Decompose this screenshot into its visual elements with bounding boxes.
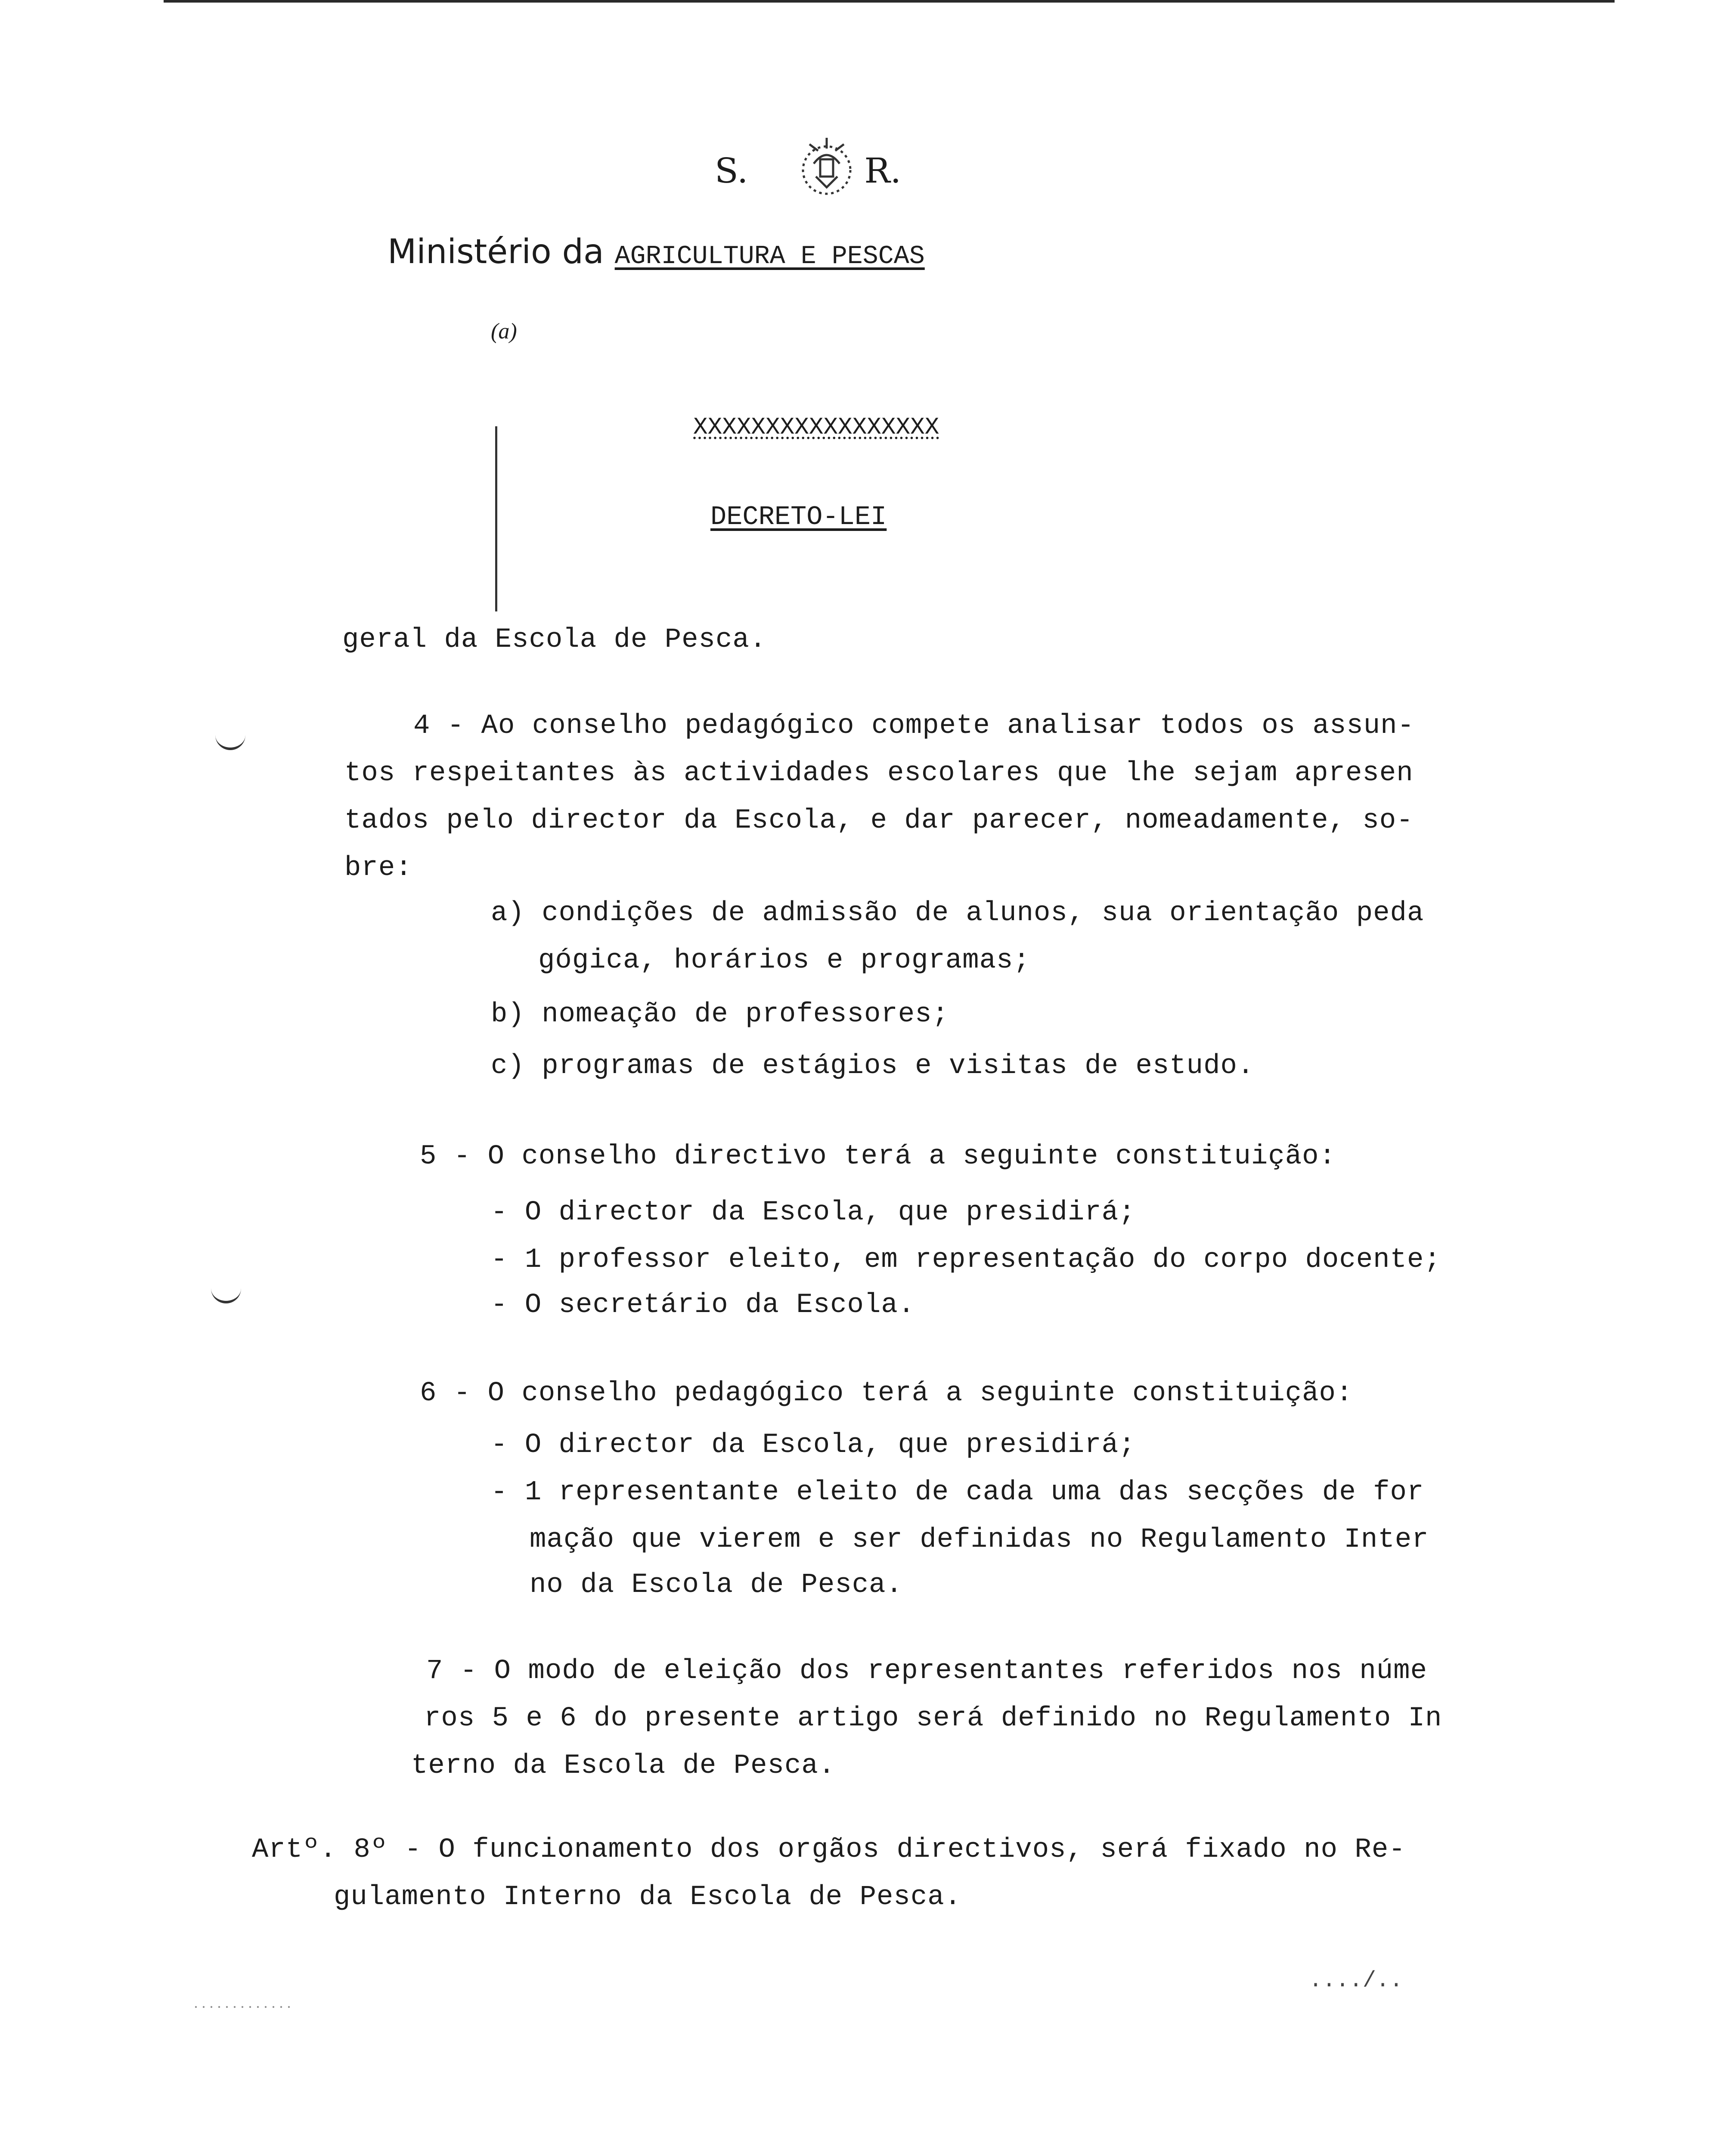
article-line: gulamento Interno da Escola de Pesca. <box>334 1882 962 1913</box>
text-line: 7 - O modo de eleição dos representantes referidos nos núme <box>426 1656 1427 1687</box>
ministry-name: AGRICULTURA E PESCAS <box>614 242 925 271</box>
scan-top-edge <box>164 0 1615 3</box>
redacted-line: XXXXXXXXXXXXXXXXX <box>693 413 939 441</box>
header-right-letter: R. <box>864 151 902 191</box>
text-line: b) nomeação de professores; <box>491 999 949 1030</box>
header-left-letter: S. <box>715 151 748 191</box>
footer-imprint-mark: · · · · · · · · · · · · · <box>194 1998 291 2016</box>
text-line: - 1 professor eleito, em representação do corpo docente; <box>491 1244 1441 1275</box>
text-line: bre: <box>344 853 412 884</box>
margin-vertical-rule <box>495 426 497 611</box>
text-line: - O director da Escola, que presidirá; <box>491 1430 1136 1461</box>
text-line: - 1 representante eleito de cada uma das secções de for <box>491 1477 1424 1508</box>
ministry-title <box>388 233 925 271</box>
text-line: c) programas de estágios e visitas de estudo. <box>491 1051 1255 1082</box>
text-line: tos respeitantes às actividades escolares que lhe sejam apresen <box>344 758 1414 789</box>
text-line: 6 - O conselho pedagógico terá a seguinte constituição: <box>420 1378 1353 1409</box>
text-line: terno da Escola de Pesca. <box>411 1750 836 1781</box>
text-line: - O director da Escola, que presidirá; <box>491 1197 1136 1228</box>
text-line: geral da Escola de Pesca. <box>342 624 767 655</box>
text-line: 4 - Ao conselho pedagógico compete analisar todos os assun- <box>413 710 1414 741</box>
margin-mark: (a) <box>491 319 517 344</box>
scan-smudge <box>215 732 245 750</box>
ministry-prefix: Ministério da <box>388 233 604 271</box>
article-line: Artº. 8º - O funcionamento dos orgãos directivos, será fixado no Re- <box>252 1834 1406 1865</box>
text-line: no da Escola de Pesca. <box>530 1570 903 1601</box>
text-line: mação que vierem e ser definidas no Regulamento Inter <box>530 1524 1429 1555</box>
text-line: 5 - O conselho directivo terá a seguinte constituição: <box>420 1141 1336 1172</box>
text-line: ros 5 e 6 do presente artigo será definido no Regulamento In <box>424 1703 1442 1734</box>
text-line: a) condições de admissão de alunos, sua orientação peda <box>491 898 1424 929</box>
document-type: DECRETO-LEI <box>710 502 887 532</box>
text-line: - O secretário da Escola. <box>491 1290 915 1321</box>
text-line: tados pelo director da Escola, e dar parecer, nomeadamente, so- <box>344 805 1414 836</box>
scan-smudge <box>211 1285 241 1303</box>
coat-of-arms-icon <box>784 129 870 207</box>
page-continuation-mark: ..../.. <box>1309 1968 1403 1993</box>
text-line: gógica, horários e programas; <box>538 945 1030 976</box>
